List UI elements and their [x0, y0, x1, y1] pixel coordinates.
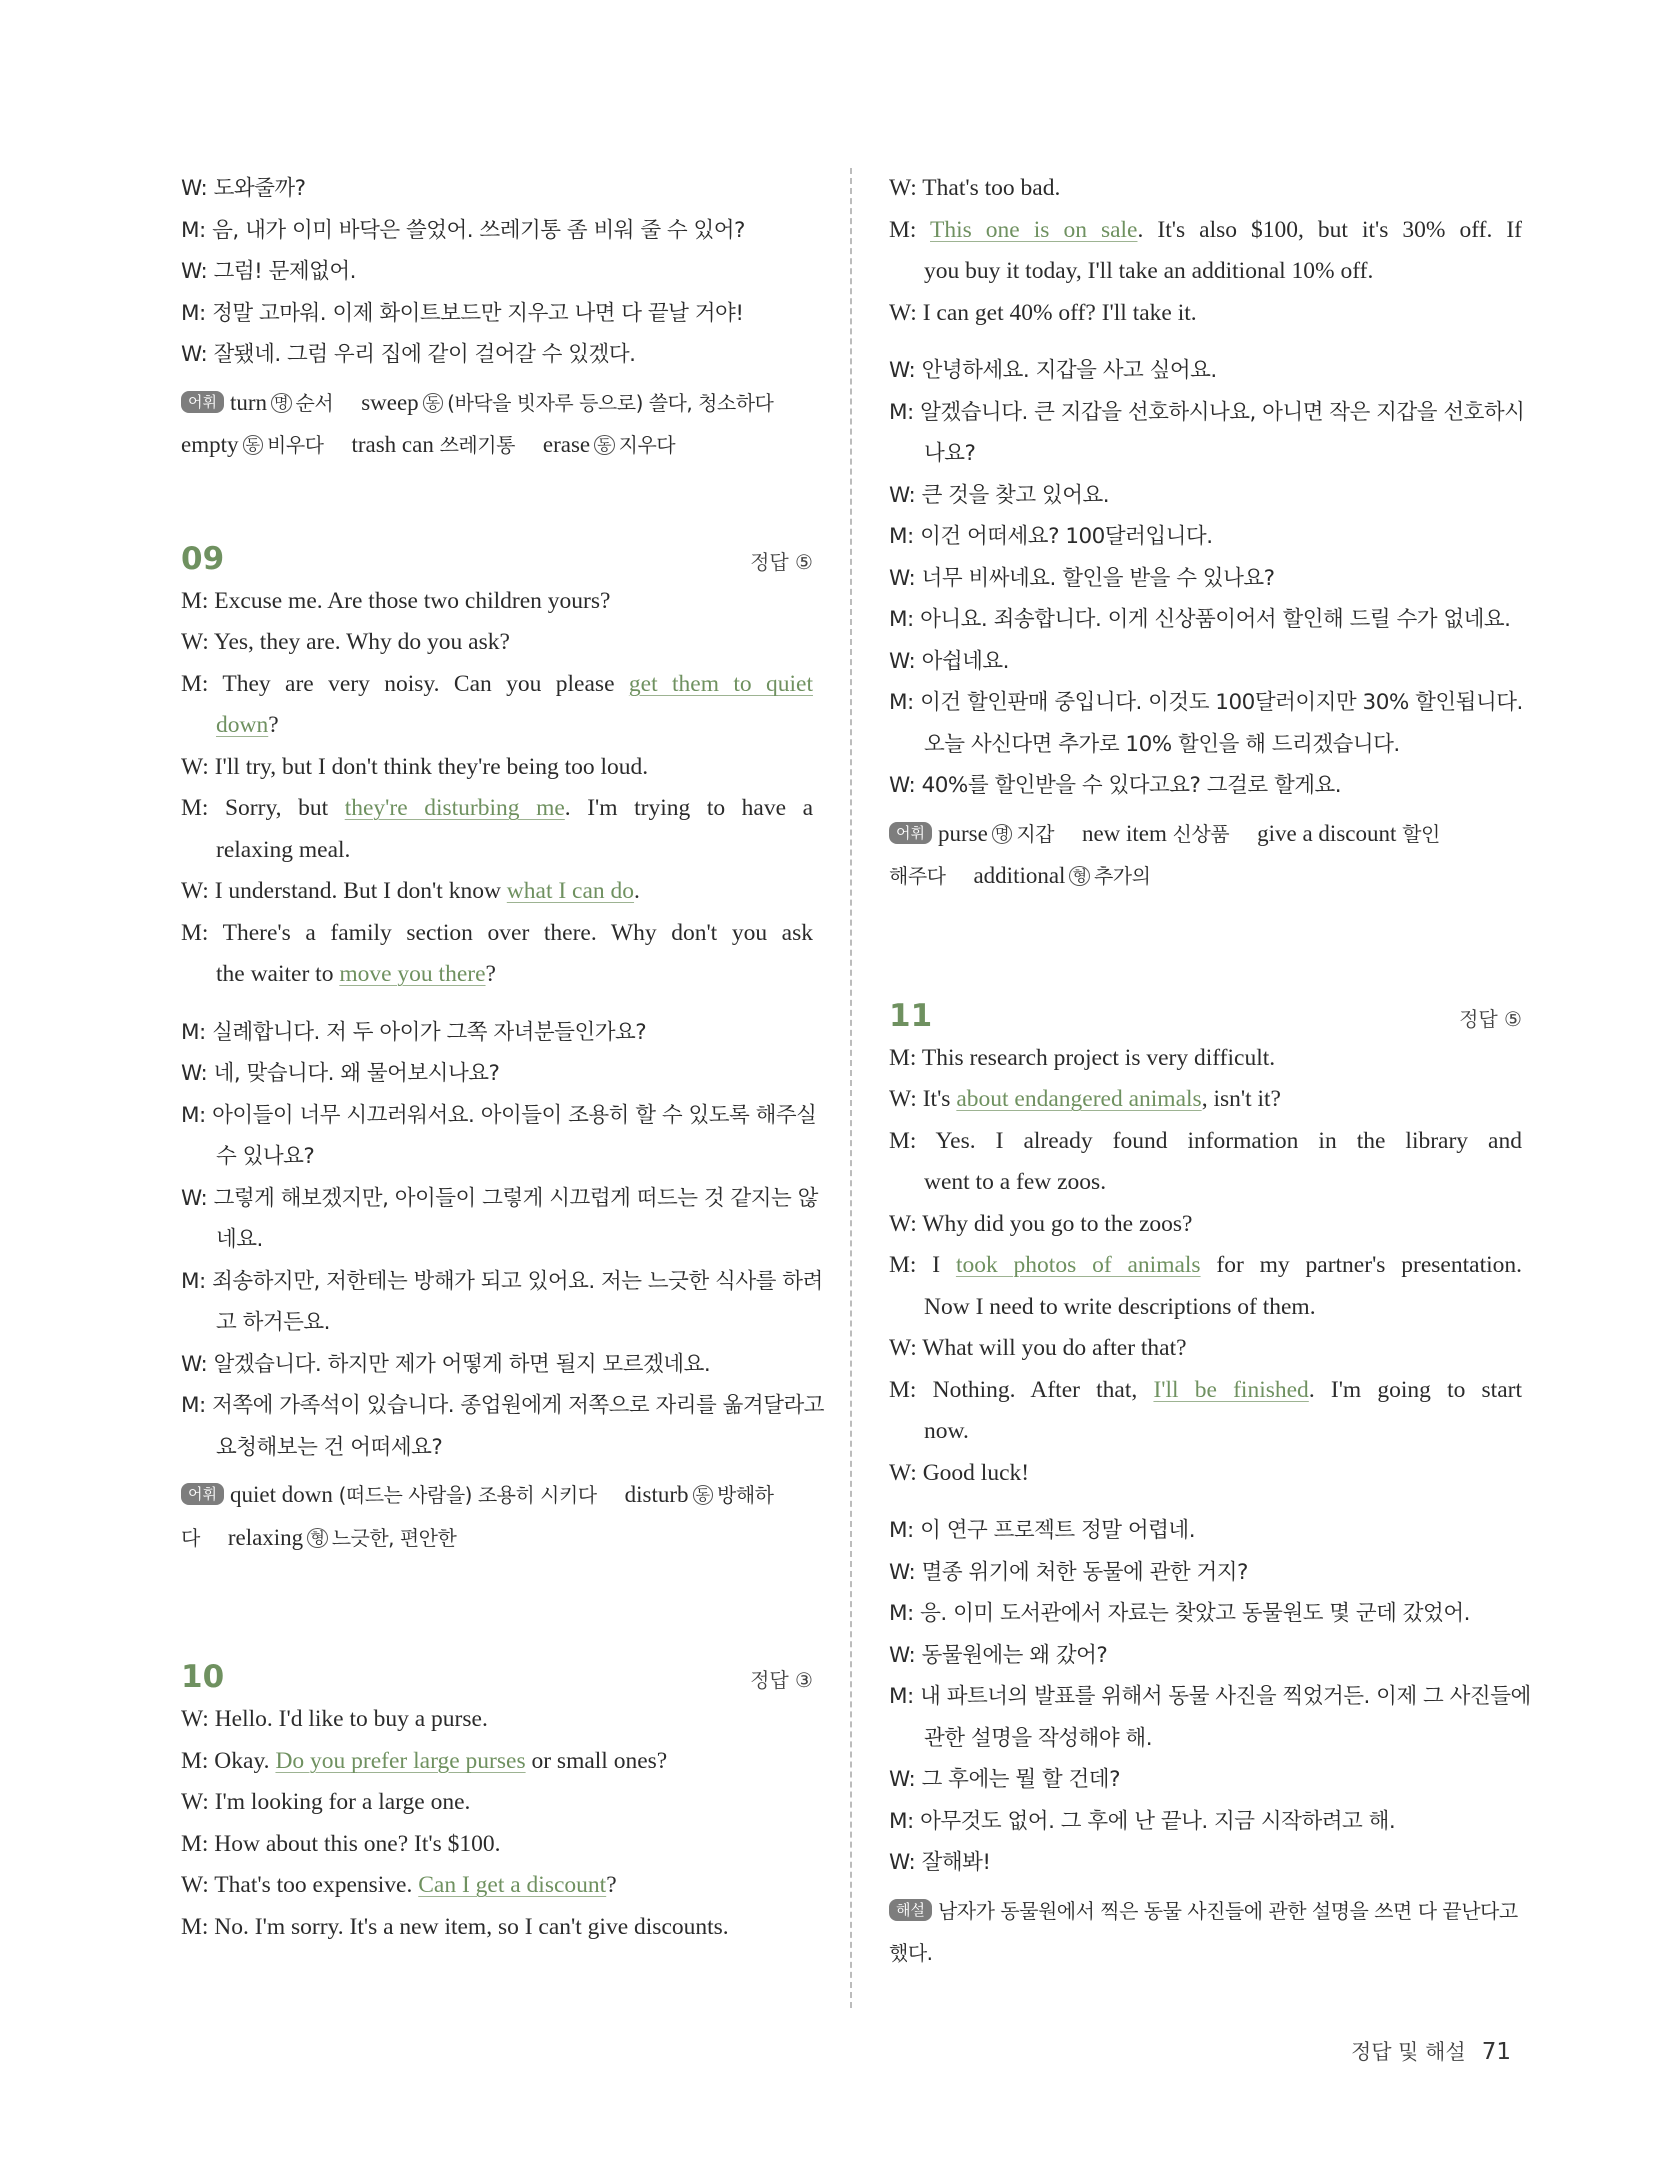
- translation-line: W: 잘해봐!: [889, 1850, 991, 1875]
- vocab-word: quiet down: [229, 1482, 333, 1507]
- dialogue-line: W: 잘됐네. 그럼 우리 집에 같이 걸어갈 수 있겠다.: [181, 342, 636, 367]
- translation-line: 나요?: [924, 441, 976, 466]
- translation-line: 오늘 사신다면 추가로 10% 할인을 해 드리겠습니다.: [924, 731, 1400, 757]
- translation-line: W: 너무 비싸네요. 할인을 받을 수 있나요?: [889, 565, 1275, 591]
- vocab-meaning: 추가의: [1093, 864, 1151, 888]
- vocab-badge: 어휘: [181, 1483, 224, 1505]
- vocab-meaning: 다: [181, 1525, 200, 1550]
- translation-line: M: 이 연구 프로젝트 정말 어렵네.: [889, 1518, 1196, 1543]
- translation-line: M: 이건 어떠세요? 100달러입니다.: [889, 524, 1213, 549]
- translation-line: W: 그렇게 해보겠지만, 아이들이 그렇게 시끄럽게 떠드는 것 같지는 않: [181, 1185, 818, 1211]
- dialogue-line: M: Yes. I already found information in the library and: [889, 1127, 1522, 1154]
- dialogue-line: M: 정말 고마워. 이제 화이트보드만 지우고 나면 다 끝날 거야!: [181, 300, 744, 326]
- translation-line: M: 아이들이 너무 시끄러워서요. 아이들이 조용히 할 수 있도록 해주실: [181, 1102, 817, 1128]
- key-phrase: they're disturbing me: [344, 795, 565, 821]
- dialogue-line: Now I need to write descriptions of them.: [924, 1293, 1316, 1320]
- vocab-meaning: 할인: [1402, 821, 1440, 846]
- vocab-word: turn: [229, 389, 268, 415]
- dialogue-line: W: That's too bad.: [889, 175, 1061, 201]
- explanation-text: 남자가 동물원에서 찍은 동물 사진들에 관한 설명을 쓰면 다 끝난다고: [937, 1898, 1518, 1923]
- key-phrase: move you there: [339, 961, 486, 987]
- translation-line: 네요.: [216, 1227, 263, 1252]
- dialogue-line: W: Why did you go to the zoos?: [889, 1210, 1193, 1237]
- dialogue-line: W: I'll try, but I don't think they're being too loud.: [181, 753, 649, 780]
- dialogue-line: M: This one is on sale. It's also $100, but it's 30% off. If: [889, 216, 1522, 243]
- right-column: [889, 168, 1531, 1975]
- question-header-11: [889, 998, 1522, 1034]
- explanation-box: [889, 1890, 1522, 1975]
- translation-line: M: 아무것도 없어. 그 후에 난 끝나. 지금 시작하려고 해.: [889, 1808, 1396, 1834]
- vocab-word: erase: [542, 432, 591, 457]
- dialogue-line: W: That's too expensive. Can I get a discount?: [181, 1872, 617, 1898]
- translation-line: W: 아쉽네요.: [889, 648, 1009, 674]
- vocab-meaning: 비우다: [267, 433, 324, 457]
- key-phrase: what I can do: [506, 878, 635, 904]
- vocab-meaning: 방해하: [717, 1483, 774, 1507]
- dialogue-line: M: Okay. Do you prefer large purses or small ones?: [181, 1747, 668, 1774]
- footer-label: 정답 및 해설: [1350, 2040, 1466, 2064]
- translation-line: M: 실례합니다. 저 두 아이가 그쪽 자녀분들인가요?: [181, 1019, 647, 1045]
- vocab-word: disturb: [624, 1482, 689, 1507]
- vocab-word: new item: [1081, 820, 1167, 846]
- key-phrase: Can I get a discount: [418, 1872, 607, 1898]
- dialogue-line: M: How about this one? It's $100.: [181, 1830, 501, 1857]
- translation-line: M: 응. 이미 도서관에서 자료는 찾았고 동물원도 몇 군데 갔었어.: [889, 1601, 1470, 1626]
- dialogue-line: W: What will you do after that?: [889, 1335, 1187, 1361]
- explanation-badge: 해설: [889, 1899, 932, 1921]
- page-number: 71: [1481, 2039, 1511, 2065]
- vocab-box: [181, 382, 813, 467]
- dialogue-line: W: I understand. But I don't know what I can do.: [181, 878, 640, 904]
- translation-line: W: 네, 맞습니다. 왜 물어보시나요?: [181, 1061, 500, 1086]
- dialogue-line: M: Nothing. After that, I'll be finished. I'm going to start: [889, 1376, 1523, 1403]
- dialogue-line: down?: [216, 712, 279, 738]
- translation-line: W: 동물원에는 왜 갔어?: [889, 1642, 1108, 1668]
- dialogue-line: the waiter to move you there?: [216, 961, 496, 987]
- vocab-meaning: 지갑: [1016, 821, 1054, 846]
- dialogue-line: W: 도와줄까?: [181, 176, 306, 201]
- key-phrase: took photos of animals: [955, 1252, 1201, 1278]
- question-number: 10: [181, 1659, 225, 1695]
- question-number: 09: [181, 540, 225, 577]
- pos-mark: 동: [423, 393, 444, 413]
- key-phrase: This one is on sale: [930, 216, 1138, 243]
- dialogue-line: relaxing meal.: [216, 836, 351, 863]
- translation-line: M: 알겠습니다. 큰 지갑을 선호하시나요, 아니면 작은 지갑을 선호하시: [889, 399, 1525, 425]
- dialogue-line: W: Yes, they are. Why do you ask?: [181, 629, 510, 655]
- pos-mark: 형: [1069, 866, 1090, 886]
- vocab-word: relaxing: [227, 1524, 304, 1550]
- vocab-meaning: 지우다: [618, 433, 676, 457]
- vocab-meaning: 순서: [295, 390, 334, 415]
- key-phrase: get them to quiet: [628, 670, 814, 697]
- vocab-word: sweep: [361, 389, 419, 415]
- vocab-meaning: (떠드는 사람을) 조용히 시키다: [338, 1483, 597, 1507]
- answer-label: 정답 ③: [750, 1668, 813, 1692]
- translation-line: M: 저쪽에 가족석이 있습니다. 종업원에게 저쪽으로 자리를 옮겨달라고: [181, 1393, 825, 1418]
- vocab-meaning: 해주다: [889, 864, 946, 888]
- key-phrase: down: [216, 712, 269, 738]
- translation-line: M: 이건 할인판매 중입니다. 이것도 100달러이지만 30% 할인됩니다.: [889, 690, 1523, 715]
- page-footer: [1351, 2036, 1511, 2066]
- translation-line: 수 있나요?: [216, 1144, 315, 1169]
- pos-mark: 동: [594, 435, 615, 455]
- translation-line: 요청해보는 건 어떠세요?: [216, 1434, 443, 1460]
- translation-line: 고 하거든요.: [216, 1310, 331, 1335]
- translation-line: W: 그 후에는 뭘 할 건데?: [889, 1767, 1120, 1792]
- vocab-word: additional: [973, 863, 1066, 888]
- vocab-meaning: 신상품: [1172, 821, 1230, 846]
- translation-line: W: 큰 것을 찾고 있어요.: [889, 482, 1110, 508]
- dialogue-line: M: 음, 내가 이미 바닥은 쓸었어. 쓰레기통 좀 비워 줄 수 있어?: [181, 217, 745, 243]
- dialogue-line: M: Excuse me. Are those two children yours?: [181, 587, 611, 614]
- translation-line: W: 40%를 할인받을 수 있다고요? 그걸로 할게요.: [889, 773, 1342, 798]
- dialogue-line: W: It's about endangered animals, isn't it?: [889, 1086, 1281, 1112]
- dialogue-line: you buy it today, I'll take an additional 10% off.: [924, 258, 1374, 284]
- dialogue-line: W: I can get 40% off? I'll take it.: [889, 299, 1197, 326]
- vocab-word: give a discount: [1257, 820, 1397, 846]
- translation-line: 관한 설명을 작성해야 해.: [924, 1725, 1153, 1751]
- dialogue-line: M: They are very noisy. Can you please get them to quiet: [181, 670, 814, 697]
- pos-mark: 명: [992, 824, 1013, 844]
- dialogue-line: M: No. I'm sorry. It's a new item, so I can't give discounts.: [181, 1913, 729, 1940]
- pos-mark: 동: [693, 1485, 714, 1505]
- translation-line: M: 내 파트너의 발표를 위해서 동물 사진을 찍었거든. 이제 그 사진들에: [889, 1684, 1531, 1709]
- pos-mark: 명: [271, 393, 292, 413]
- translation-line: W: 안녕하세요. 지갑을 사고 싶어요.: [889, 358, 1217, 383]
- dialogue-line: W: I'm looking for a large one.: [181, 1789, 471, 1815]
- question-header-10: [181, 1659, 813, 1695]
- dialogue-line: M: There's a family section over there. Why don't you ask: [181, 919, 813, 946]
- answer-label: 정답 ⑤: [750, 549, 813, 574]
- question-header-09: [181, 541, 813, 577]
- vocab-word: empty: [181, 432, 239, 457]
- question-number: 11: [889, 997, 933, 1034]
- translation-line: M: 죄송하지만, 저한테는 방해가 되고 있어요. 저는 느긋한 식사를 하려: [181, 1268, 823, 1294]
- key-phrase: Do you prefer large purses: [275, 1747, 526, 1774]
- vocab-meaning: 느긋한, 편안한: [331, 1525, 457, 1550]
- dialogue-line: W: Hello. I'd like to buy a purse.: [181, 1706, 488, 1732]
- answer-label: 정답 ⑤: [1459, 1006, 1522, 1031]
- key-phrase: about endangered animals: [956, 1086, 1202, 1112]
- dialogue-line: M: This research project is very difficult.: [889, 1044, 1276, 1071]
- vocab-badge: 어휘: [889, 822, 932, 844]
- vocab-badge: 어휘: [181, 391, 224, 413]
- dialogue-line: W: Good luck!: [889, 1459, 1030, 1486]
- vocab-meaning: 쓰레기통: [439, 433, 515, 457]
- pos-mark: 동: [243, 435, 264, 455]
- vocab-box: [889, 813, 1522, 898]
- dialogue-line: now.: [924, 1418, 969, 1444]
- key-phrase: I'll be finished: [1153, 1376, 1309, 1403]
- pos-mark: 형: [307, 1528, 328, 1548]
- translation-line: W: 멸종 위기에 처한 동물에 관한 거지?: [889, 1559, 1248, 1585]
- translation-line: M: 아니요. 죄송합니다. 이게 신상품이어서 할인해 드릴 수가 없네요.: [889, 607, 1511, 632]
- dialogue-line: went to a few zoos.: [924, 1169, 1107, 1195]
- left-column: [181, 168, 825, 1948]
- column-divider: [850, 168, 852, 2008]
- vocab-word: trash can: [351, 432, 434, 457]
- translation-line: W: 알겠습니다. 하지만 제가 어떻게 하면 될지 모르겠네요.: [181, 1351, 711, 1377]
- dialogue-line: M: Sorry, but they're disturbing me. I'm trying to have a: [181, 795, 814, 821]
- vocab-meaning: (바닥을 빗자루 등으로) 쓸다, 청소하다: [447, 390, 774, 415]
- dialogue-line: M: I took photos of animals for my partner's presentation.: [889, 1252, 1523, 1278]
- vocab-word: purse: [937, 820, 988, 846]
- dialogue-line: W: 그럼! 문제없어.: [181, 259, 356, 284]
- vocab-box: [181, 1474, 813, 1559]
- explanation-text: 했다.: [889, 1941, 933, 1965]
